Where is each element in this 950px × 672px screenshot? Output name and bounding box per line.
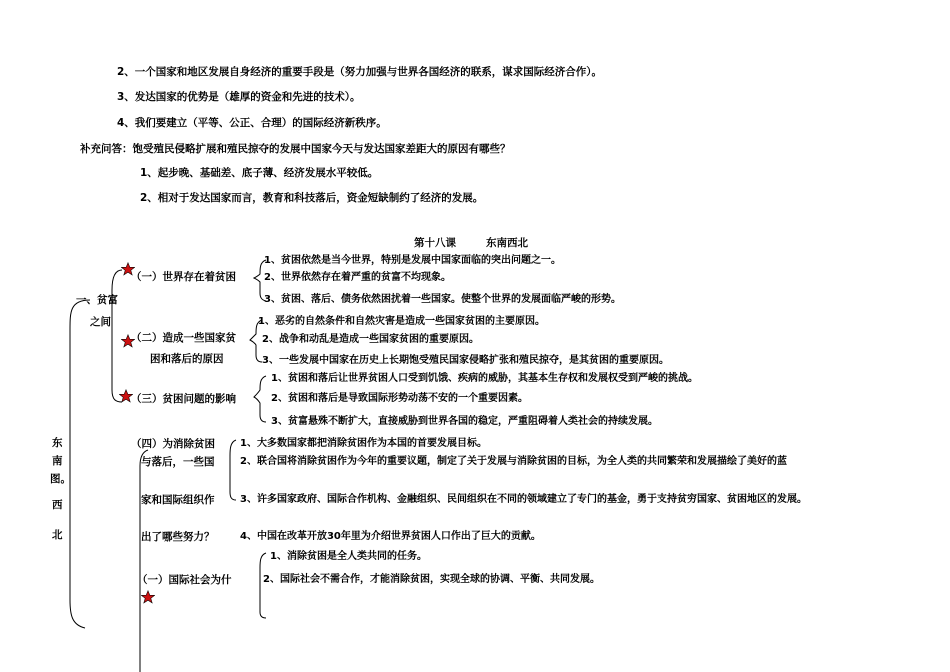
top-point-3: 3、发达国家的优势是（雄厚的资金和先进的技术）。: [117, 91, 361, 103]
s1-item-1: 1、贫困依然是当今世界，特别是发展中国家面临的突出问题之一。: [264, 255, 561, 266]
s2-item-1: 1、恶劣的自然条件和自然灾害是造成一些国家贫困的主要原因。: [258, 316, 545, 327]
s4-heading-line2: 与落后，一些国: [141, 456, 215, 468]
s2-item-3: 3、一些发展中国家在历史上长期饱受殖民国家侵略扩张和殖民掠夺，是其贫困的重要原因。: [262, 355, 669, 366]
left-title-char-3: 图。: [50, 473, 71, 485]
supplement-question: 补充问答：饱受殖民侵略扩展和殖民掠夺的发展中国家今天与发达国家差距大的原因有哪些？: [80, 143, 511, 155]
s3-item-2: 2、贫困和落后是导致国际形势动荡不安的一个重要因素。: [271, 393, 528, 404]
s4-heading-line1: （四）为消除贫困: [131, 438, 215, 450]
s5-item-1: 1、消除贫困是全人类共同的任务。: [270, 551, 427, 562]
top-point-4: 4、我们要建立（平等、公正、合理）的国际经济新秩序。: [117, 117, 387, 129]
s4-heading-line4: 出了哪些努力？: [141, 531, 215, 543]
answer-1: 1、起步晚、基础差、底子薄、经济发展水平较低。: [140, 167, 379, 179]
s5-item-2: 2、国际社会不需合作，才能消除贫困，实现全球的协调、平衡、共同发展。: [263, 574, 600, 585]
s2-heading-line1: （二）造成一些国家贫: [131, 332, 236, 344]
left-title-char-4: 西: [52, 499, 63, 511]
s1-item-3: 3、贫困、落后、债务依然困扰着一些国家。使整个世界的发展面临严峻的形势。: [264, 294, 621, 305]
s4-item-4: 4、中国在改革开放30年里为介绍世界贫困人口作出了巨大的贡献。: [240, 531, 541, 542]
s3-item-1: 1、贫困和落后让世界贫困人口受到饥饿、疾病的威胁，其基本生存权和发展权受到严峻的挑战。: [271, 373, 698, 384]
s3-item-3: 3、贫富悬殊不断扩大，直接威胁到世界各国的稳定，严重阻碍着人类社会的持续发展。: [271, 416, 658, 427]
lesson-name: 东南西北: [486, 237, 528, 249]
s2-heading-line2: 困和落后的原因: [150, 353, 224, 365]
left-title-char-1: 东: [52, 437, 63, 449]
s4-heading-bracket: [140, 450, 148, 672]
answer-2: 2、相对于发达国家而言，教育和科技落后，资金短缺制约了经济的发展。: [140, 192, 484, 204]
s1-item-2: 2、世界依然存在着严重的贫富不均现象。: [264, 272, 451, 283]
left-main-bracket: [70, 300, 90, 628]
s5-heading: （一）国际社会为什: [137, 574, 232, 586]
left-title-char-5: 北: [52, 529, 63, 541]
s2-item-2: 2、战争和动乱是造成一些国家贫困的重要原因。: [262, 334, 479, 345]
top-point-2: 2、一个国家和地区发展自身经济的重要手段是（努力加强与世界各国经济的联系，谋求国际经济合作）。: [117, 66, 603, 78]
s4-item-2: 2、联合国将消除贫困作为今年的重要议题，制定了关于发展与消除贫困的目标，为全人类的共同繁荣和发展描绘了美好的蓝: [240, 456, 787, 467]
s4-item-3: 3、许多国家政府、国际合作机构、金融组织、民间组织在不同的领域建立了专门的基金，勇于支持贫穷国家、贫困地区的发展。: [240, 494, 807, 505]
star-icon: [141, 590, 155, 604]
s4-brace: [230, 440, 236, 500]
s1-heading: （一）世界存在着贫困: [131, 271, 236, 283]
s4-heading-line3: 家和国际组织作: [141, 494, 215, 506]
section1-title-line2: 之间: [90, 316, 111, 328]
s3-brace: [254, 376, 266, 422]
left-title-char-2: 南: [52, 455, 63, 467]
s3-heading: （三）贫困问题的影响: [131, 393, 236, 405]
section1-title-line1: 一、贫富: [76, 294, 118, 306]
s4-item-1: 1、大多数国家都把消除贫困作为本国的首要发展目标。: [240, 438, 487, 449]
lesson-number: 第十八课: [414, 237, 456, 249]
